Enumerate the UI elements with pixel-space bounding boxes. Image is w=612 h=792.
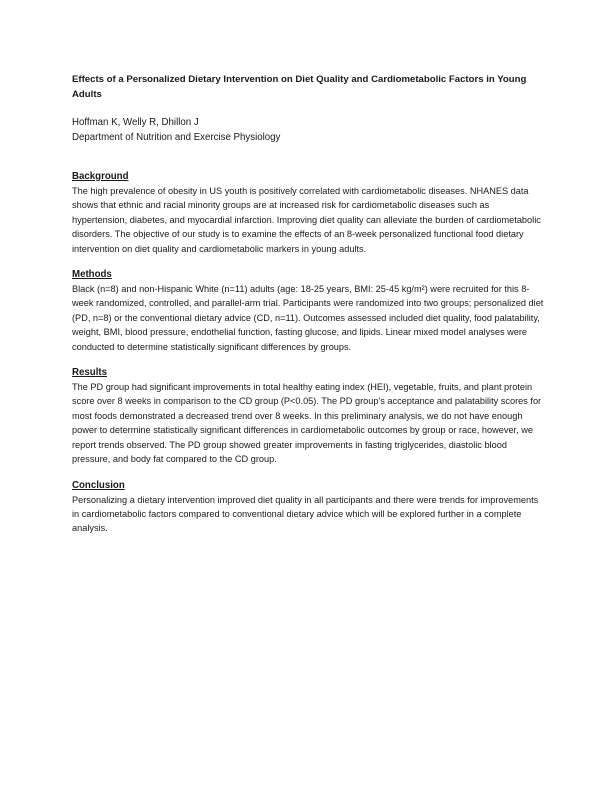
section-body: Personalizing a dietary intervention improved diet quality in all participants and there were trends for improvements in cardiometabolic factors compared to conventional dietary advice which will be explored further in a complete analysis. — [72, 494, 539, 534]
author-list: Hoffman K, Welly R, Dhillon J — [72, 117, 199, 128]
section-body: The PD group had significant improvements in total healthy eating index (HEI), vegetable, fruits, and plant protein score over 8 weeks in comparison to the CD group (P<0.05). The PD group's acceptance and palatability scores for most foods demonstrated a decreased trend over 8 weeks. In this preliminary analysis, we do not have enough power to determine statistically significant differences in cardiometabolic outcomes by group or race, however, we report trends observed. The PD group showed greater improvements in fasting triglycerides, diastolic blood pressure, and body fat compared to the CD group. — [72, 382, 542, 465]
abstract-title: Effects of a Personalized Dietary Intervention on Diet Quality and Cardiometabolic Factors in Young Adults — [72, 74, 527, 100]
department-affiliation: Department of Nutrition and Exercise Physiology — [72, 131, 281, 143]
header-spacer — [72, 145, 544, 158]
section-conclusion — [72, 479, 544, 536]
section-heading: Conclusion — [72, 479, 125, 491]
section-body: Black (n=8) and non-Hispanic White (n=11) adults (age: 18-25 years, BMI: 25-45 kg/m²) were recruited for this 8-week randomized, controlled, and parallel-arm trial. Participants were randomized into two groups; personalized diet (PD, n=8) or the conventional dietary advice (CD, n=11). Outcomes assessed included diet quality, food palatability, weight, BMI, blood pressure, endothelial function, fasting glucose, and lipids. Linear mixed model analyses were conducted to determine statistically significant differences by groups. — [72, 284, 544, 352]
section-background — [72, 170, 544, 256]
section-results — [72, 366, 544, 466]
section-methods — [72, 268, 544, 354]
section-heading: Background — [72, 171, 129, 182]
section-body: The high prevalence of obesity in US youth is positively correlated with cardiometabolic diseases. NHANES data shows that ethnic and racial minority groups are at increased risk for cardiometabolic diseases such as hypertension, diabetes, and myocardial infarction. Improving diet quality can alleviate the burden of cardiometabolic disorders. The objective of our study is to examine the effects of an 8-week personalized functional food dietary intervention on diet quality and cardiometabolic markers in young adults. — [72, 186, 541, 254]
section-heading: Results — [72, 367, 107, 379]
section-heading: Methods — [72, 269, 112, 281]
abstract-page — [72, 72, 544, 536]
